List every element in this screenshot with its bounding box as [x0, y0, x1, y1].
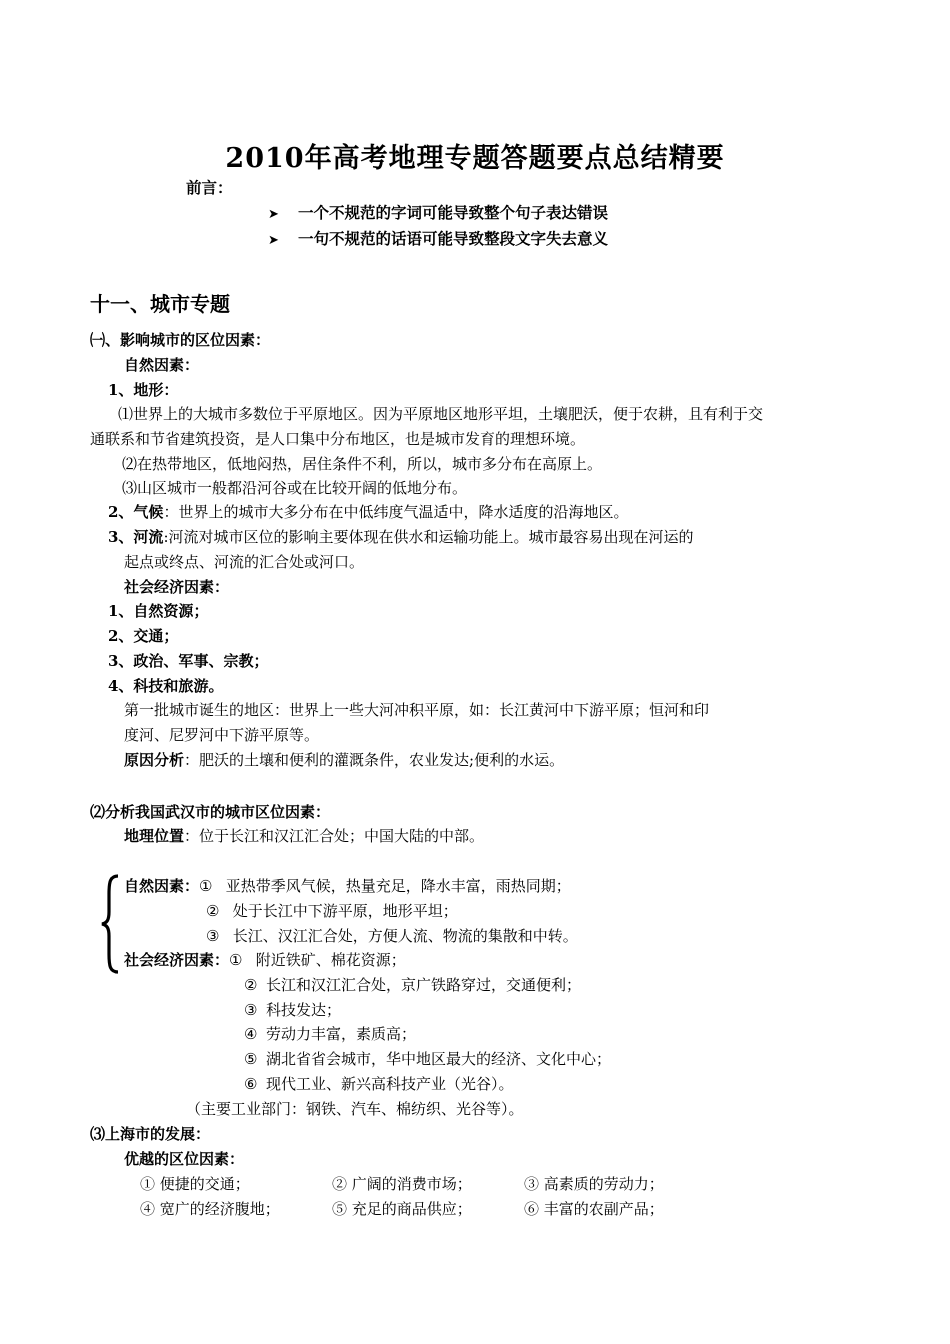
advantage-item: ⑥ 丰富的农副产品； — [524, 1200, 664, 1218]
preface-label: 前言： — [186, 178, 233, 197]
social-factors-label: 社会经济因素： — [124, 578, 230, 596]
climate-line: 2、气候：世界上的城市大多分布在中低纬度气温适中，降水适度的沿海地区。 — [108, 503, 629, 521]
terrain-point-1: ⑴世界上的大城市多数位于平原地区。因为平原地区地形平坦，土壤肥沃，便于农耕，且有利于交 — [118, 405, 764, 423]
part3-heading: ⑶上海市的发展： — [90, 1125, 211, 1143]
advantage-item: ② 广阔的消费市场； — [332, 1175, 472, 1193]
advantage-label: 优越的区位因素： — [124, 1150, 245, 1168]
social-item: 3、政治、军事、宗教； — [108, 652, 269, 670]
advantage-item: ④ 宽广的经济腹地； — [140, 1200, 280, 1218]
natural-factors-label: 自然因素： — [124, 356, 200, 374]
social-item: 1、自然资源； — [108, 602, 209, 620]
wuhan-natural-item: ③ 长江、汉江汇合处，方便人流、物流的集散和中转。 — [206, 927, 578, 945]
first-cities-text: 第一批城市诞生的地区：世界上一些大河冲积平原，如：长江黄河中下游平原；恒河和印 — [124, 701, 710, 719]
wuhan-natural-item: 自然因素：① 亚热带季风气候，热量充足，降水丰富，雨热同期； — [124, 877, 571, 895]
first-cities-text-cont: 度河、尼罗河中下游平原等。 — [124, 726, 320, 744]
terrain-point-3: ⑶山区城市一般都沿河谷或在比较开阔的低地分布。 — [122, 479, 468, 497]
wuhan-social-item: ⑤ 湖北省省会城市，华中地区最大的经济、文化中心； — [244, 1050, 612, 1068]
wuhan-social-item: ④ 劳动力丰富，素质高； — [244, 1025, 417, 1043]
wuhan-social-item: ③ 科技发达； — [244, 1001, 342, 1019]
wuhan-social-item: ⑥ 现代工业、新兴高科技产业（光谷）。 — [244, 1075, 514, 1093]
reason-line: 原因分析：肥沃的土壤和便利的灌溉条件，农业发达;便利的水运。 — [124, 751, 565, 769]
terrain-label: 1、地形： — [108, 381, 179, 399]
advantage-item: ⑤ 充足的商品供应； — [332, 1200, 472, 1218]
wuhan-social-item: ② 长江和汉江汇合处，京广铁路穿过，交通便利； — [244, 976, 582, 994]
river-line: 3、河流:河流对城市区位的影响主要体现在供水和运输功能上。城市最容易出现在河运的 — [108, 528, 694, 546]
wuhan-social-item: 社会经济因素：① 附近铁矿、棉花资源； — [124, 951, 406, 969]
page-title: 2010年高考地理专题答题要点总结精要 — [225, 143, 725, 174]
advantage-item: ① 便捷的交通； — [140, 1175, 250, 1193]
part2-heading: ⑵分析我国武汉市的城市区位因素： — [90, 803, 331, 821]
preface-item: ➤ 一句不规范的话语可能导致整段文字失去意义 — [268, 229, 608, 251]
river-line-cont: 起点或终点、河流的汇合处或河口。 — [124, 553, 365, 571]
arrowhead-bullet-icon: ➤ — [268, 233, 279, 248]
part1-heading: ㈠、影响城市的区位因素： — [90, 331, 271, 349]
preface-item: ➤ 一个不规范的字词可能导致整个句子表达错误 — [268, 203, 608, 225]
wuhan-natural-item: ② 处于长江中下游平原，地形平坦； — [206, 902, 458, 920]
section-heading: 十一、城市专题 — [90, 292, 230, 316]
terrain-point-1-cont: 通联系和节省建筑投资，是人口集中分布地区，也是城市发育的理想环境。 — [90, 430, 586, 448]
curly-brace-icon — [100, 874, 122, 974]
arrowhead-bullet-icon: ➤ — [268, 207, 279, 222]
geo-location-line: 地理位置：位于长江和汉江汇合处；中国大陆的中部。 — [124, 827, 485, 845]
terrain-point-2: ⑵在热带地区，低地闷热，居住条件不利，所以，城市多分布在高原上。 — [122, 455, 603, 473]
social-item: 4、科技和旅游。 — [108, 677, 224, 695]
social-item: 2、交通； — [108, 627, 179, 645]
industry-note: （主要工业部门：钢铁、汽车、棉纺织、光谷等）。 — [186, 1100, 524, 1118]
advantage-item: ③ 高素质的劳动力； — [524, 1175, 664, 1193]
